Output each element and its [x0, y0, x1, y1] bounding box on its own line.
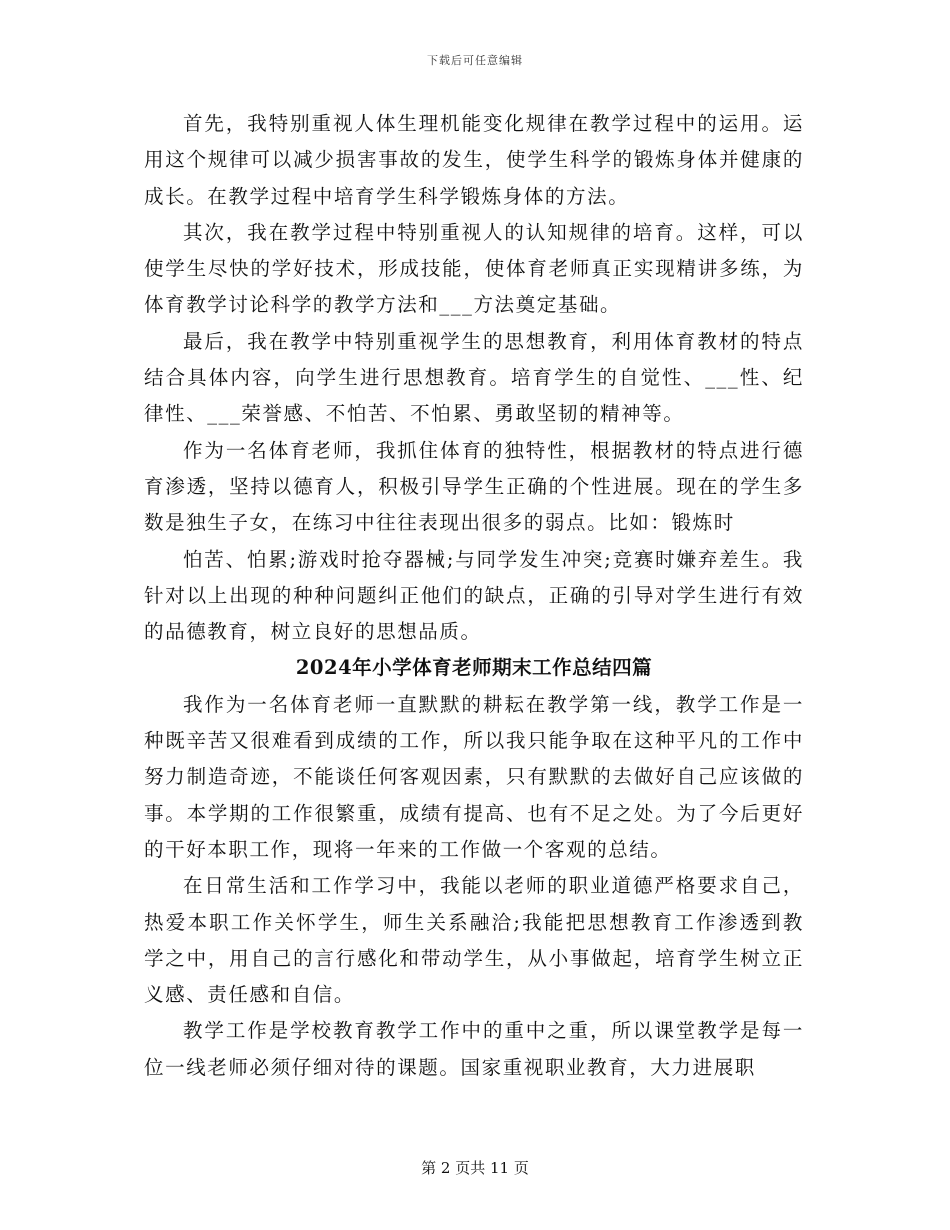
page-number: 第 2 页共 11 页 — [421, 1159, 529, 1177]
paragraph: 怕苦、怕累;游戏时抢夺器械;与同学发生冲突;竞赛时嫌弃差生。我针对以上出现的种种问题纠正他们的缺点，正确的引导对学生进行有效的品德教育，树立良好的思想品质。 — [144, 547, 804, 644]
paragraph: 作为一名体育老师，我抓住体育的独特性，根据教材的特点进行德育渗透，坚持以德育人，积极引导学生正确的个性进展。现在的学生多数是独生子女，在练习中往往表现出很多的弱点。比如：锻炼时 — [144, 438, 804, 535]
page-header-note: 下载后可任意编辑 — [427, 54, 523, 67]
paragraph: 教学工作是学校教育教学工作中的重中之重，所以课堂教学是每一位一线老师必须仔细对待的课题。国家重视职业教育，大力进展职 — [144, 1019, 804, 1079]
document-body — [144, 106, 804, 1086]
paragraph: 我作为一名体育老师一直默默的耕耘在教学第一线，教学工作是一种既辛苦又很难看到成绩的工作，所以我只能争取在这种平凡的工作中努力制造奇迹，不能谈任何客观因素，只有默默的去做好自己应该做的事。本学期的工作很繁重，成绩有提高、也有不足之处。为了今后更好的干好本职工作，现将一年来的工作做一个客观的总结。 — [144, 692, 804, 861]
paragraph: 在日常生活和工作学习中，我能以老师的职业道德严格要求自己，热爱本职工作关怀学生，师生关系融洽;我能把思想教育工作渗透到教学之中，用自己的言行感化和带动学生，从小事做起，培育学生树立正义感、责任感和自信。 — [144, 874, 804, 1007]
paragraph: 首先，我特别重视人体生理机能变化规律在教学过程中的运用。运用这个规律可以减少损害事故的发生，使学生科学的锻炼身体并健康的成长。在教学过程中培育学生科学锻炼身体的方法。 — [144, 112, 804, 208]
section-title: 2024年小学体育老师期末工作总结四篇 — [295, 656, 653, 680]
paragraph: 最后，我在教学中特别重视学生的思想教育，利用体育教材的特点结合具体内容，向学生进行思想教育。培育学生的自觉性、___性、纪律性、___荣誉感、不怕苦、不怕累、勇敢坚韧的精神等。 — [144, 329, 804, 426]
paragraph: 其次，我在教学过程中特别重视人的认知规律的培育。这样，可以使学生尽快的学好技术，形成技能，使体育老师真正实现精讲多练，为体育教学讨论科学的教学方法和___方法奠定基础。 — [144, 220, 804, 317]
